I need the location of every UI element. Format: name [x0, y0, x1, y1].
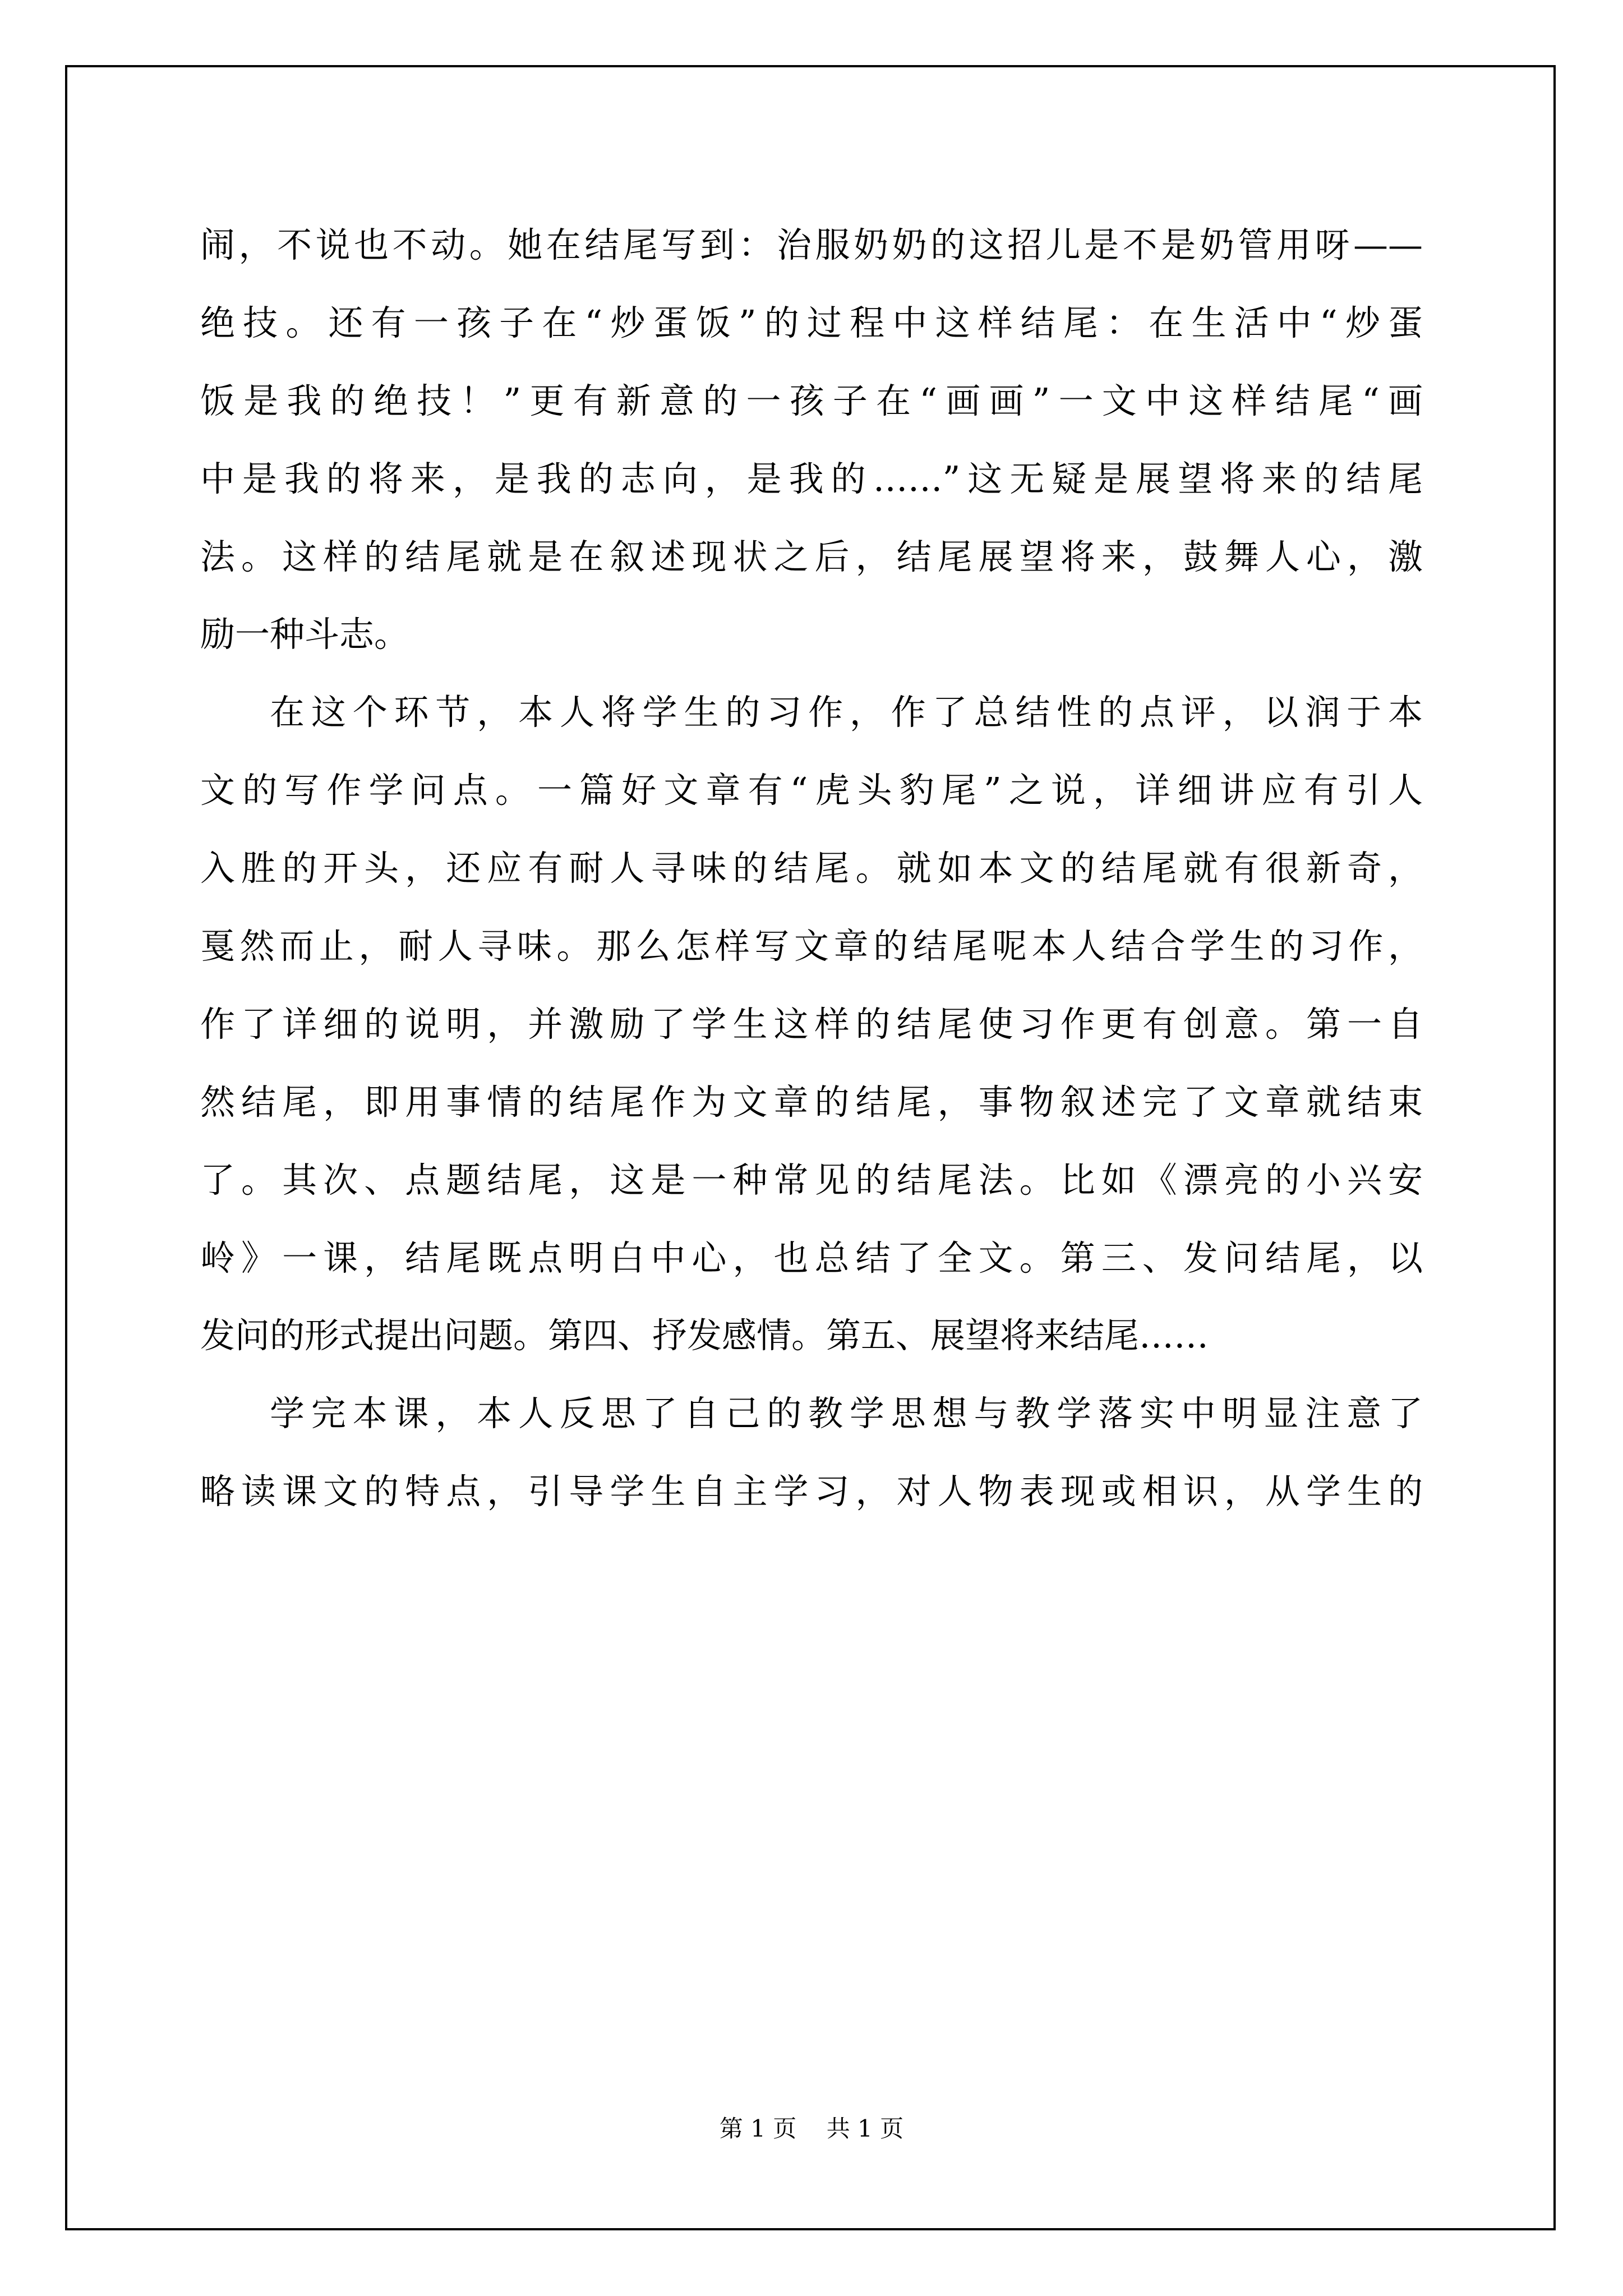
- text-line: 作了详细的说明，并激励了学生这样的结尾使习作更有创意。第一自: [200, 1003, 1423, 1045]
- text-line: 入胜的开头，还应有耐人寻味的结尾。就如本文的结尾就有很新奇，: [200, 848, 1423, 889]
- text-line: 岭》一课，结尾既点明白中心，也总结了全文。第三、发问结尾，以: [200, 1237, 1423, 1278]
- text-line: 文的写作学问点。一篇好文章有“虎头豹尾”之说，详细讲应有引人: [200, 770, 1423, 811]
- text-line: 励一种斗志。: [200, 614, 409, 655]
- document-body: [200, 206, 1423, 1531]
- text-line: 略读课文的特点，引导学生自主学习，对人物表现或相识，从学生的: [200, 1471, 1423, 1512]
- text-line: 中是我的将来，是我的志向，是我的……”这无疑是展望将来的结尾: [200, 458, 1423, 499]
- text-line: 了。其次、点题结尾，这是一种常见的结尾法。比如《漂亮的小兴安: [200, 1159, 1423, 1200]
- page-number-footer: 第 1 页 共 1 页: [719, 2115, 904, 2142]
- text-line: 戛然而止，耐人寻味。那么怎样写文章的结尾呢本人结合学生的习作，: [200, 926, 1423, 967]
- text-line: 发问的形式提出问题。第四、抒发感情。第五、展望将来结尾……: [200, 1315, 1209, 1356]
- text-line: 饭是我的绝技！”更有新意的一孩子在“画画”一文中这样结尾“画: [200, 380, 1423, 421]
- text-line: 法。这样的结尾就是在叙述现状之后，结尾展望将来，鼓舞人心，激: [200, 536, 1423, 577]
- paragraph-first-line: 学完本课，本人反思了自己的教学思想与教学落实中明显注意了: [270, 1393, 1423, 1434]
- text-line: 闹，不说也不动。她在结尾写到：治服奶奶的这招儿是不是奶管用呀——: [200, 224, 1423, 265]
- text-line: 绝技。还有一孩子在“炒蛋饭”的过程中这样结尾：在生活中“炒蛋: [200, 302, 1423, 343]
- text-line: 然结尾，即用事情的结尾作为文章的结尾，事物叙述完了文章就结束: [200, 1081, 1423, 1122]
- paragraph-first-line: 在这个环节，本人将学生的习作，作了总结性的点评，以润于本: [270, 692, 1423, 733]
